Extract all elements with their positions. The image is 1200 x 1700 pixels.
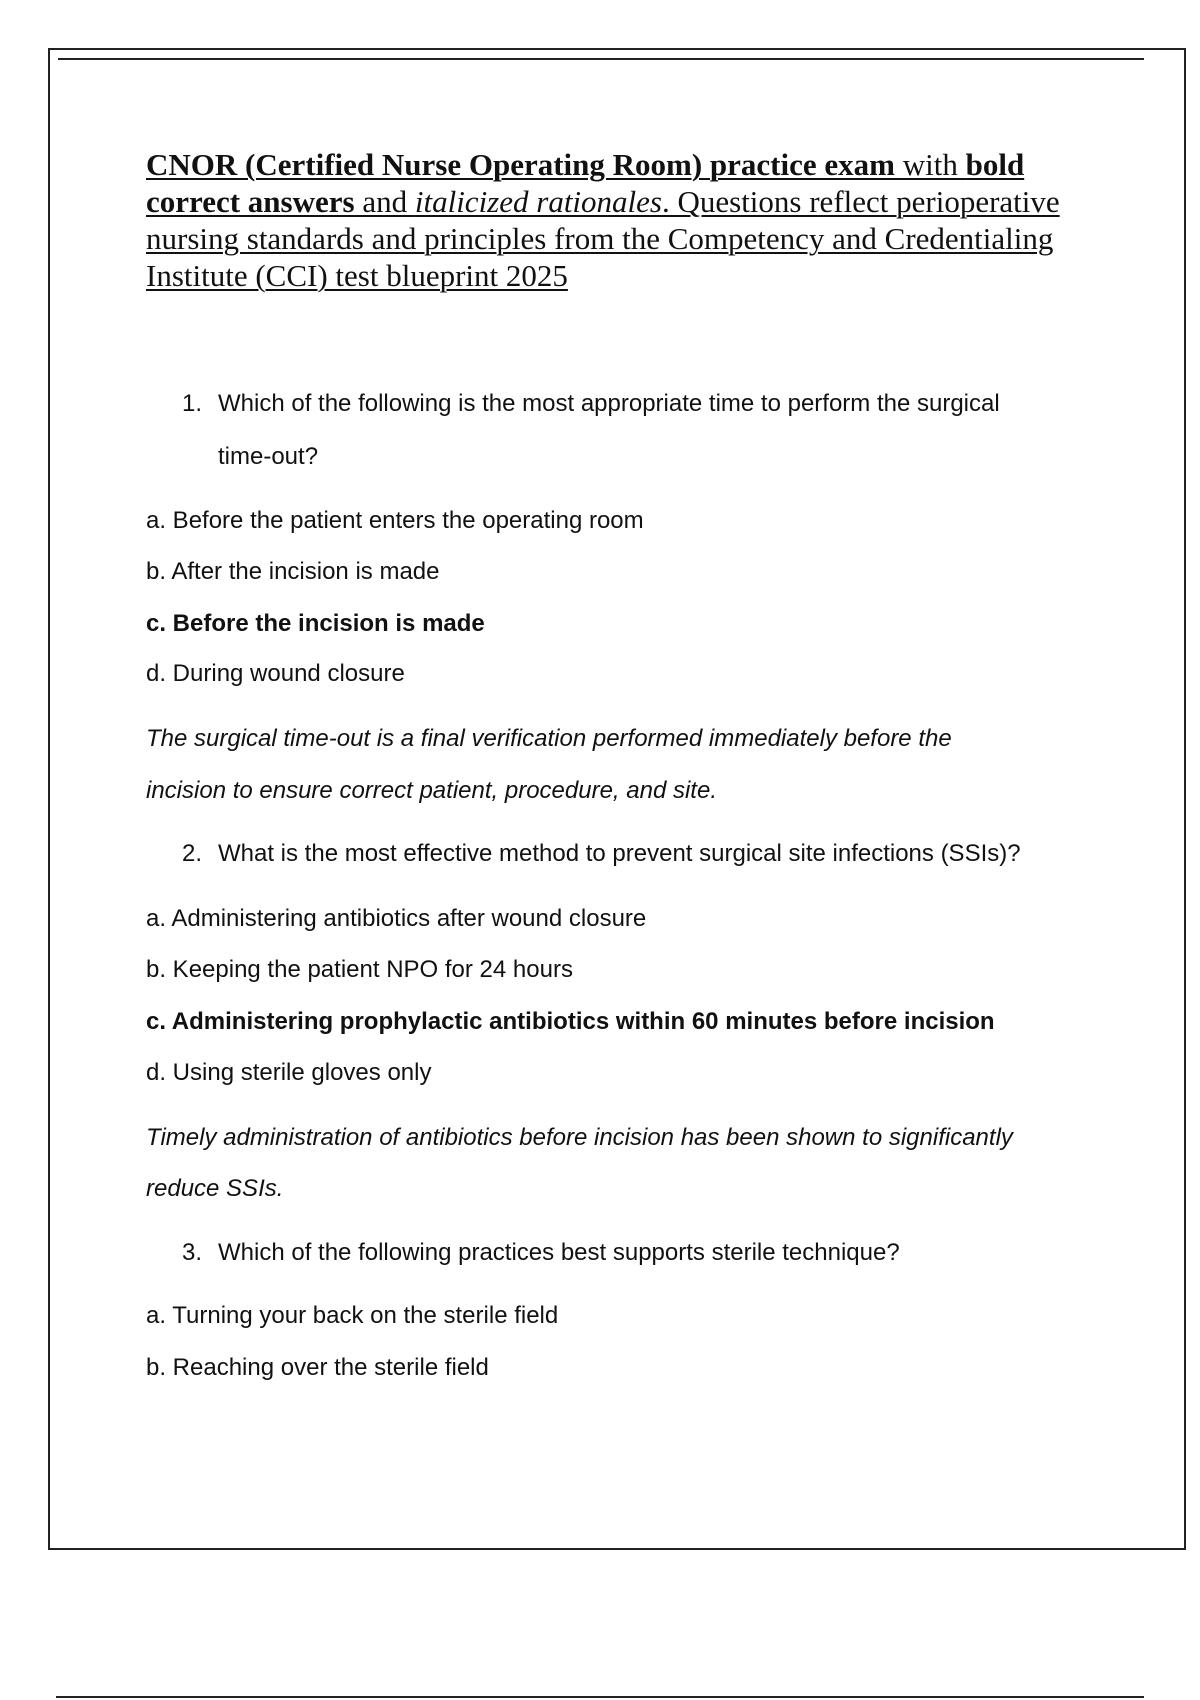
answer-option: a. Administering antibiotics after wound closure (146, 905, 647, 932)
question-text: Which of the following practices best supports sterile technique? (218, 1239, 900, 1266)
correct-answer-option: c. Before the incision is made (146, 610, 485, 637)
answer-option: b. After the incision is made (146, 558, 440, 585)
heading-text: and (354, 184, 415, 219)
rationale-text: reduce SSIs. (146, 1175, 284, 1202)
question-number: 1. (182, 390, 203, 417)
heading-bold-title: CNOR (Certified Nurse Operating Room) practice exam (146, 147, 895, 182)
question-text: Which of the following is the most appropriate time to perform the surgical (218, 390, 1000, 417)
rationale-text: The surgical time-out is a final verification performed immediately before the (146, 725, 952, 752)
bottom-rule (56, 1696, 1144, 1698)
heading-bold-correct: bold correct answers (146, 147, 1025, 219)
heading-text: with (894, 147, 966, 182)
heading-italic-rationales: italicized rationales (414, 184, 662, 219)
answer-option: a. Before the patient enters the operating room (146, 507, 644, 534)
document-heading (146, 146, 1096, 294)
answer-option: d. Using sterile gloves only (146, 1059, 432, 1086)
correct-answer-option: c. Administering prophylactic antibiotics within 60 minutes before incision (146, 1008, 995, 1035)
heading-text: . Questions reflect perioperative nursing standards and principles from the Competency and Credentialing Institute (CCI) test blueprint 2025 (146, 184, 1060, 293)
answer-option: b. Keeping the patient NPO for 24 hours (146, 956, 573, 983)
top-rule (58, 58, 1144, 60)
rationale-text: Timely administration of antibiotics before incision has been shown to significantly (146, 1124, 1013, 1151)
answer-option: b. Reaching over the sterile field (146, 1354, 489, 1381)
question-text: time-out? (218, 443, 319, 470)
answer-option: a. Turning your back on the sterile field (146, 1302, 559, 1329)
question-number: 2. (182, 840, 203, 867)
rationale-text: incision to ensure correct patient, procedure, and site. (146, 777, 717, 804)
question-text: What is the most effective method to prevent surgical site infections (SSIs)? (218, 840, 1021, 867)
question-number: 3. (182, 1239, 203, 1266)
answer-option: d. During wound closure (146, 660, 405, 687)
